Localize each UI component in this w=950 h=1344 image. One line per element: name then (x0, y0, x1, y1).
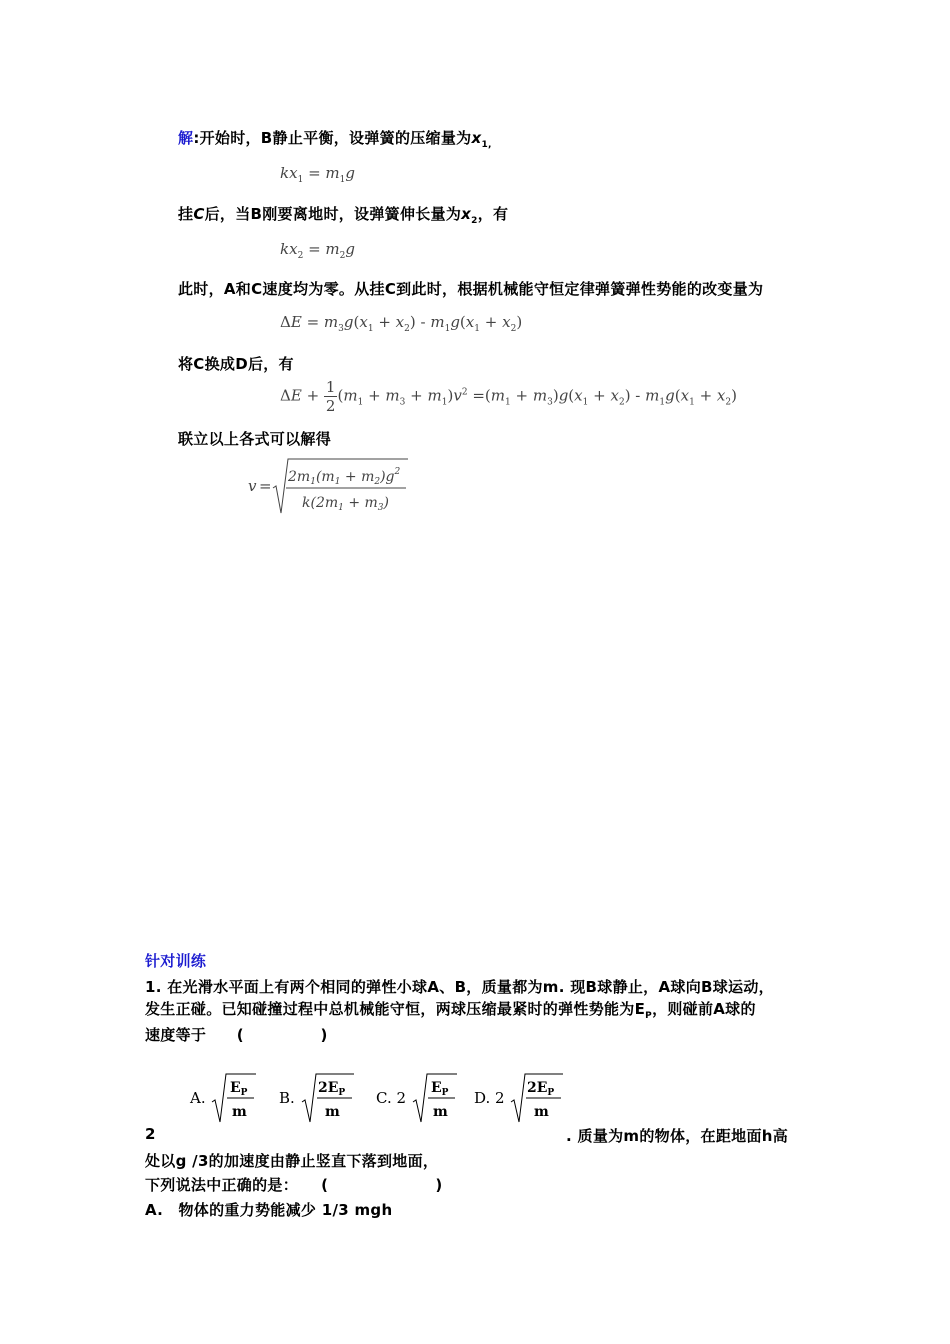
option-c[interactable] (376, 1072, 459, 1124)
question-2-option-a[interactable]: A. 物体的重力势能减少 1/3 mgh (145, 1201, 393, 1219)
svg-text:v: v (248, 477, 257, 495)
question-2-line-3: 下列说法中正确的是： ( ) (145, 1176, 443, 1194)
svg-text:m: m (324, 1104, 340, 1120)
solution-line-5: 联立以上各式可以解得 (178, 430, 332, 448)
option-a[interactable] (190, 1072, 258, 1124)
question-1-text-2: 发生正碰。已知碰撞过程中总机械能守恒，两球压缩最紧时的弹性势能为E (145, 1000, 646, 1018)
var-x: x (471, 129, 482, 147)
solution-line-3: 此时，A和C速度均为零。从挂C到此时，根据机械能守恒定律弹簧弹性势能的改变量为 (178, 280, 764, 298)
option-c-label: C. (376, 1089, 392, 1107)
svg-text:EP: $E_P$ (230, 1080, 248, 1098)
question-2-line-2: 处以g /3的加速度由静止竖直下落到地面， (145, 1152, 439, 1170)
solution-text-2b: 后，当B刚要离地时，设弹簧伸长量为 (204, 205, 462, 223)
var-c: C (193, 205, 205, 223)
equation-1: $kx_1 = m_1g$ (280, 164, 355, 185)
solution-text-2a: 挂 (178, 205, 194, 223)
solution-label: 解 (178, 129, 194, 147)
option-b[interactable] (279, 1072, 356, 1124)
question-2-number: 2 (145, 1125, 156, 1143)
equation-3: $\Delta E = m_3g(x_1 + x_2) - m_1g(x_1 + x_2)$ (280, 313, 523, 334)
question-1-line-1: 1. 在光滑水平面上有两个相同的弹性小球A、B，质量都为m. 现B球静止，A球向B球运动， (145, 978, 774, 996)
ep-sub: P (645, 1011, 653, 1021)
option-b-label: B. (279, 1089, 295, 1107)
svg-text:k(2m1 + m3): $k(2m_1 + m_3)$ (302, 495, 389, 513)
question-2-line-1: . 质量为m的物体，在距地面h高 (566, 1127, 789, 1145)
svg-text:m: m (232, 1104, 248, 1120)
equation-2: $kx_2 = m_2g$ (280, 240, 355, 261)
var-x2: x (461, 205, 472, 223)
option-a-label: A. (190, 1089, 206, 1107)
equation-4: ΔE + $\frac{1}{2}$ $(m_1 + m_3 + m_1)v^2 =(m_1 + m_3)g(x_1 + x_2) - m_1g(x_1 + x_2)$ (280, 378, 737, 415)
option-c-sqrt-icon (411, 1072, 459, 1124)
svg-text:2m1(m1 + m2)g2: $2m_1(m_1 + m_2)g^2$ (288, 467, 401, 487)
svg-text:=: = (259, 477, 272, 495)
option-a-sqrt-icon (210, 1072, 258, 1124)
option-d-sqrt-icon (509, 1072, 565, 1124)
question-1-text-2-end: ，则碰前A球的 (652, 1000, 756, 1018)
var-sub: 1, (481, 140, 492, 150)
option-d[interactable] (474, 1072, 565, 1124)
var-x2-sub: 2 (471, 216, 478, 226)
solution-line-2 (178, 203, 508, 226)
practice-heading: 针对训练 (145, 952, 207, 970)
svg-text:m: m (534, 1104, 550, 1120)
solution-text-1: :开始时，B静止平衡，设弹簧的压缩量为 (193, 129, 472, 147)
question-1-line-3: 速度等于 ( ) (145, 1026, 328, 1044)
sqrt-icon (248, 455, 423, 517)
svg-text:m: m (432, 1104, 448, 1120)
option-d-label: D. (474, 1089, 491, 1107)
solution-text-2c: ，有 (477, 205, 509, 223)
solution-line-1 (178, 127, 492, 150)
svg-text:2EP: $2E_P$ (527, 1080, 555, 1098)
question-1-line-2 (145, 998, 756, 1021)
option-d-coef: 2 (495, 1089, 505, 1107)
option-c-coef: 2 (396, 1089, 407, 1107)
equation-5 (248, 455, 423, 521)
svg-text:2EP: $2E_P$ (317, 1080, 345, 1098)
svg-text:EP: $E_P$ (430, 1080, 449, 1098)
option-b-sqrt-icon (300, 1072, 356, 1124)
solution-line-4: 将C换成D后，有 (178, 355, 294, 373)
